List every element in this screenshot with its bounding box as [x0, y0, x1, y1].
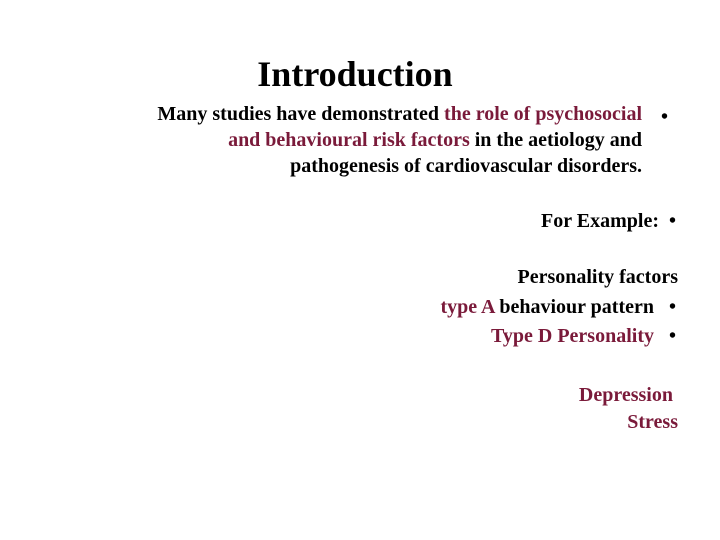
- intro-text-post2: pathogenesis of cardiovascular disorders.: [290, 155, 642, 177]
- type-a-suffix: behaviour pattern: [494, 296, 654, 318]
- stress-line: Stress: [627, 411, 678, 433]
- type-d-text: Type D Personality: [491, 325, 654, 347]
- intro-text-pre: Many studies have demonstrated: [157, 103, 445, 125]
- type-d-line: [491, 322, 676, 350]
- depression-text: Depression: [578, 384, 673, 406]
- bullet-intro: •: [661, 106, 669, 128]
- intro-highlight-psychosocial: the role of psychosocial: [444, 103, 642, 125]
- example-line: [541, 207, 676, 235]
- depression-line: [579, 381, 678, 409]
- bullet-type-a: •: [668, 296, 676, 318]
- personality-heading: Personality factors: [517, 266, 678, 288]
- bullet-type-d: •: [668, 325, 676, 347]
- intro-text-post1: in the aetiology and: [469, 129, 642, 151]
- bullet-example: •: [668, 210, 676, 232]
- type-a-line: [440, 293, 676, 321]
- type-a-prefix: type A: [440, 296, 495, 318]
- example-label: For Example:: [541, 210, 659, 232]
- slide-title: Introduction: [257, 54, 453, 94]
- intro-highlight-behavioural: and behavioural risk factors: [228, 129, 470, 151]
- intro-paragraph: [42, 101, 642, 179]
